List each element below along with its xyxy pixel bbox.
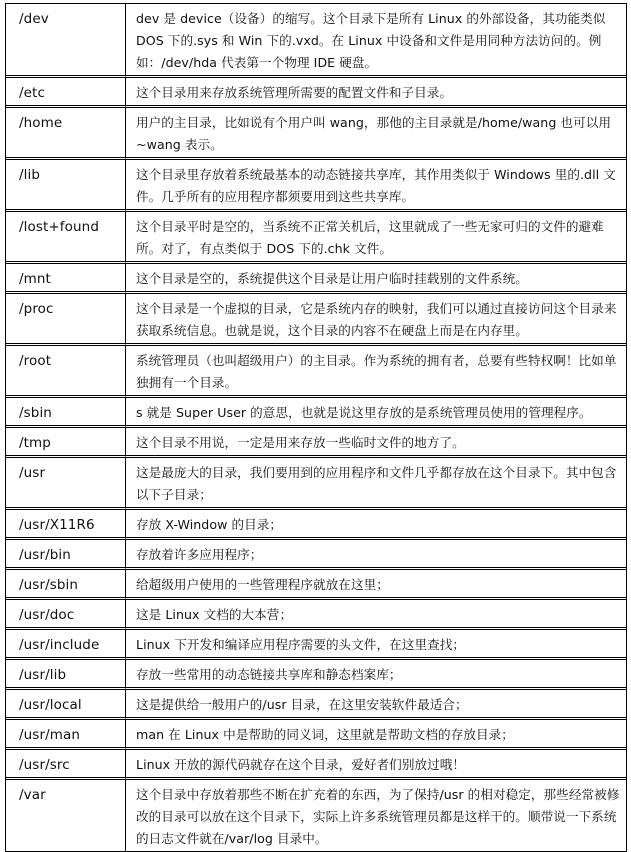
table-row xyxy=(6,428,626,458)
table-row xyxy=(6,780,626,851)
directory-description: 这个目录用来存放系统管理所需要的配置文件和子目录。 xyxy=(126,78,626,108)
table-row xyxy=(6,160,626,212)
table-row xyxy=(6,750,626,780)
directory-description: 这个目录平时是空的，当系统不正常关机后，这里就成了一些无家可归的文件的避难所。对了，有点类似于 DOS 下的.chk 文件。 xyxy=(126,212,626,264)
directory-description: 这个目录不用说，一定是用来存放一些临时文件的地方了。 xyxy=(126,428,626,458)
directory-path: /var xyxy=(6,780,126,851)
directory-path: /usr/src xyxy=(6,750,126,780)
table-row xyxy=(6,630,626,660)
directory-path: /etc xyxy=(6,78,126,108)
directory-path: /lib xyxy=(6,160,126,212)
table-row xyxy=(6,398,626,428)
table-row xyxy=(6,346,626,398)
directory-path: /usr/include xyxy=(6,630,126,660)
table-row xyxy=(6,78,626,108)
directory-path: /usr/bin xyxy=(6,540,126,570)
directory-path: /usr/local xyxy=(6,690,126,720)
directory-path: /lost+found xyxy=(6,212,126,264)
table-row xyxy=(6,690,626,720)
table-row xyxy=(6,294,626,346)
directory-description: 这个目录中存放着那些不断在扩充着的东西，为了保持/usr 的相对稳定，那些经常被修改的目录可以放在这个目录下，实际上许多系统管理员都是这样干的。顺带说一下系统的日志文件就在/var/log 目录中。 xyxy=(136,787,620,846)
table-row xyxy=(6,660,626,690)
directory-description: 这个目录是空的，系统提供这个目录是让用户临时挂载别的文件系统。 xyxy=(126,264,626,294)
directory-description: Linux 下开发和编译应用程序需要的头文件，在这里查找； xyxy=(126,630,626,660)
directory-path: /usr/lib xyxy=(6,660,126,690)
directory-description: 这是 Linux 文档的大本营； xyxy=(126,600,626,630)
directory-path: /usr/X11R6 xyxy=(6,510,126,540)
table-row xyxy=(6,510,626,540)
directory-path: /usr/doc xyxy=(6,600,126,630)
directory-table-body xyxy=(6,4,626,851)
directory-description: dev 是 device（设备）的缩写。这个目录下是所有 Linux 的外部设备，其功能类似 DOS 下的.sys 和 Win 下的.vxd。在 Linux 中设备和文件是用同种方法访问的。例如：/dev/hda 代表第一个物理 IDE 硬盘。 xyxy=(126,4,626,78)
directory-path: /mnt xyxy=(6,264,126,294)
directory-path: /root xyxy=(6,346,126,398)
directory-description: 存放着许多应用程序； xyxy=(126,540,626,570)
directory-path: /home xyxy=(6,108,126,160)
directory-path: /usr/sbin xyxy=(6,570,126,600)
directory-description: 这是提供给一般用户的/usr 目录，在这里安装软件最适合； xyxy=(126,690,626,720)
directory-description: 这是最庞大的目录，我们要用到的应用程序和文件几乎都存放在这个目录下。其中包含以下子目录； xyxy=(126,458,626,510)
directory-description: 存放一些常用的动态链接共享库和静态档案库； xyxy=(126,660,626,690)
table-row xyxy=(6,212,626,264)
table-row xyxy=(6,720,626,750)
table-row xyxy=(6,540,626,570)
directory-description: Linux 开放的源代码就存在这个目录，爱好者们别放过哦！ xyxy=(126,750,626,780)
table-row xyxy=(6,108,626,160)
table-row xyxy=(6,458,626,510)
directory-path: /usr xyxy=(6,458,126,510)
directory-description: 这个目录里存放着系统最基本的动态链接共享库，其作用类似于 Windows 里的.dll 文件。几乎所有的应用程序都须要用到这些共享库。 xyxy=(126,160,626,212)
directory-path: /dev xyxy=(6,4,126,78)
directory-table xyxy=(5,3,627,852)
directory-description: 给超级用户使用的一些管理程序就放在这里； xyxy=(126,570,626,600)
table-row xyxy=(6,570,626,600)
directory-description: 存放 X-Window 的目录； xyxy=(126,510,626,540)
directory-path: /proc xyxy=(6,294,126,346)
directory-description: 用户的主目录，比如说有个用户叫 wang，那他的主目录就是/home/wang 也可以用~wang 表示。 xyxy=(126,108,626,160)
directory-description: man 在 Linux 中是帮助的同义词，这里就是帮助文档的存放目录； xyxy=(126,720,626,750)
directory-path: /usr/man xyxy=(6,720,126,750)
table-row xyxy=(6,264,626,294)
directory-description: s 就是 Super User 的意思，也就是说这里存放的是系统管理员使用的管理程序。 xyxy=(126,398,626,428)
table-row xyxy=(6,4,626,78)
directory-description: 系统管理员（也叫超级用户）的主目录。作为系统的拥有者，总要有些特权啊！比如单独拥有一个目录。 xyxy=(126,346,626,398)
directory-path: /sbin xyxy=(6,398,126,428)
directory-path: /tmp xyxy=(6,428,126,458)
table-row xyxy=(6,600,626,630)
directory-description: 这个目录是一个虚拟的目录，它是系统内存的映射，我们可以通过直接访问这个目录来获取系统信息。也就是说，这个目录的内容不在硬盘上而是在内存里。 xyxy=(126,294,626,346)
